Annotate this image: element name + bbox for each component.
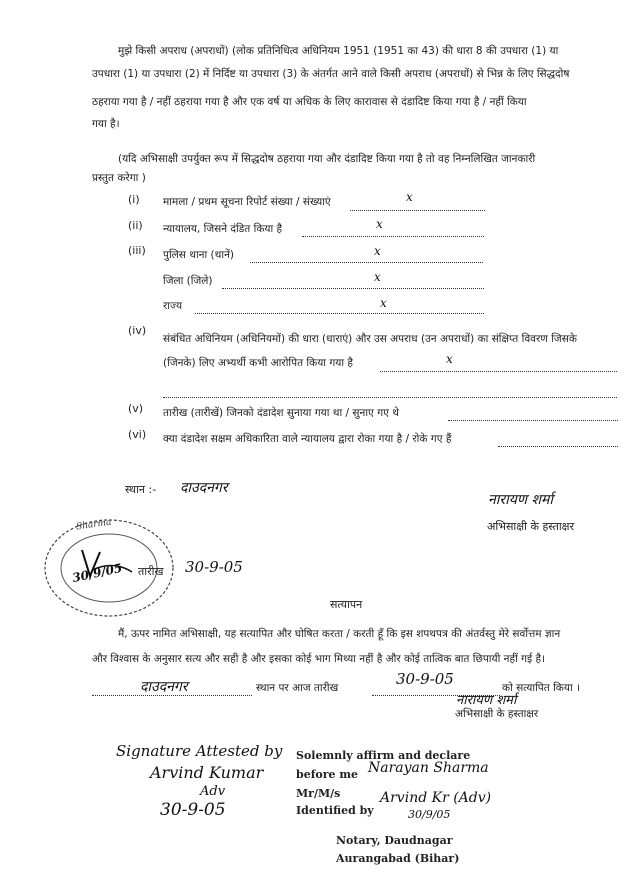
- verification-end-text: को सत्यापित किया ।: [502, 682, 580, 694]
- signature1-sign: नारायण शर्मा: [488, 492, 553, 508]
- item-vi-line: [498, 446, 618, 447]
- stamp-date: 30/9/05: [71, 560, 124, 586]
- item-v-label: तारीख (तारीखें) जिनको दंडादेश सुनाया गया था / सुनाए गए थे: [163, 407, 399, 419]
- notary-line6: Aurangabad (Bihar): [336, 852, 460, 865]
- item-iii-rajya-label: राज्य: [163, 300, 183, 312]
- item-iv-num: (iv): [128, 324, 147, 337]
- item-vi-label: क्या दंडादेश सक्षम अधिकारिता वाले न्यायालय द्वारा रोका गया है / रोके गए हैं: [163, 433, 452, 445]
- notary-line1: Solemnly affirm and declare: [296, 749, 471, 762]
- item-iii-zila-line: [222, 288, 484, 289]
- place-value: दाउदनगर: [180, 480, 228, 496]
- signature2-caption: अभिसाक्षी के हस्ताक्षर: [455, 708, 539, 720]
- item-vi-num: (vi): [128, 428, 147, 441]
- notary-identified-by: Identified by: [296, 804, 374, 817]
- item-iii-num: (iii): [128, 244, 146, 257]
- item-iii-value: x: [374, 244, 381, 258]
- attestation-line1: Signature Attested by: [116, 742, 283, 760]
- para1-line3: ठहराया गया है / नहीं ठहराया गया है और एक वर्ष या अधिक के लिए कारावास से दंडादिष्ट किया गया है / नहीं किया: [92, 96, 527, 108]
- place-label: स्थान :-: [125, 483, 157, 496]
- item-ii-line: [302, 236, 484, 237]
- para1-line2: उपधारा (1) या उपधारा (2) में निर्दिष्ट या उपधारा (3) के अंतर्गत आने वाले किसी अपराध (अपराधों) से भिन्न के लिए सिद्धदोष: [92, 68, 570, 80]
- item-v-line: [448, 420, 618, 421]
- item-ii-num: (ii): [128, 219, 143, 232]
- item-iv-line2: [163, 397, 617, 398]
- attestation-line3: Adv: [200, 784, 226, 799]
- item-v-num: (v): [128, 402, 144, 415]
- item-iv-label-line1: संबंधित अधिनियम (अधिनियमों) की धारा (धाराएं) और उस अपराध (उन अपराधों) का संक्षिप्त विवरण जिसके: [163, 333, 577, 345]
- item-iii-rajya-value: x: [380, 296, 387, 310]
- stamp-text-top: Sharma: [75, 517, 113, 533]
- item-iv-value: x: [446, 352, 453, 366]
- item-ii-label: न्यायालय, जिसने दंडित किया है: [163, 223, 283, 235]
- item-i-label: मामला / प्रथम सूचना रिपोर्ट संख्या / संख्याएं: [163, 196, 331, 208]
- attestation-line4: 30-9-05: [160, 800, 226, 820]
- para1-line4: गया है।: [92, 118, 120, 130]
- item-iii-label: पुलिस थाना (थानें): [163, 249, 235, 261]
- signature1-caption: अभिसाक्षी के हस्ताक्षर: [487, 520, 575, 533]
- para2-line2: प्रस्तुत करेगा ): [92, 172, 146, 184]
- date1-value: 30-9-05: [185, 558, 243, 576]
- para1-line1: मुझे किसी अपराध (अपराधों) (लोक प्रतिनिधित्व अधिनियम 1951 (1951 का 43) की धारा 8 की उपधारा (1) या: [118, 45, 559, 57]
- notary-identifier: Arvind Kr (Adv): [380, 790, 492, 806]
- item-i-value: x: [406, 190, 413, 204]
- notary-mr-ms: Mr/M/s: [296, 787, 341, 800]
- notary-initials: 30/9/05: [408, 808, 451, 821]
- notary-before-me: before me: [296, 768, 359, 781]
- item-ii-value: x: [376, 217, 383, 231]
- item-i-line: [350, 210, 485, 211]
- para2-line1: (यदि अभिसाक्षी उपर्युक्त रूप में सिद्धदोष ठहराया गया और दंडादिष्ट किया गया है तो वह निम्नलिखित जानकारी: [118, 153, 536, 165]
- verification-line2: और विश्वास के अनुसार सत्य और सही है और इसका कोई भाग मिथ्या नहीं है और कोई तात्विक बात छिपायी नहीं गई है।: [92, 653, 546, 665]
- item-iii-line: [250, 262, 483, 263]
- attestation-line2: Arvind Kumar: [150, 763, 264, 782]
- verification-place: दाउदनगर: [140, 679, 188, 695]
- item-iii-rajya-line: [195, 313, 484, 314]
- notary-line5: Notary, Daudnagar: [336, 834, 453, 847]
- item-iii-zila-value: x: [374, 270, 381, 284]
- signature2-sign: नारायण शर्मा: [456, 693, 517, 708]
- item-iii-zila-label: जिला (जिले): [163, 275, 213, 287]
- verification-line1: मैं, ऊपर नामित अभिसाक्षी, यह सत्यापित और घोषित करता / करती हूँ कि इस शपथपत्र की अंतर्वस्तु मेरे सर्वोत्तम ज्ञान: [118, 628, 561, 640]
- notary-deponent-name: Narayan Sharma: [368, 760, 489, 776]
- item-i-num: (i): [128, 193, 140, 206]
- verification-mid-text: स्थान पर आज तारीख: [256, 682, 339, 694]
- item-iv-line: [380, 371, 617, 372]
- verification-date: 30-9-05: [396, 670, 454, 688]
- item-iv-label-line2: (जिनके) लिए अभ्यर्थी कभी आरोपित किया गया है: [163, 357, 353, 369]
- verification-heading: सत्यापन: [330, 598, 363, 611]
- date1-label: तारीख: [138, 565, 164, 578]
